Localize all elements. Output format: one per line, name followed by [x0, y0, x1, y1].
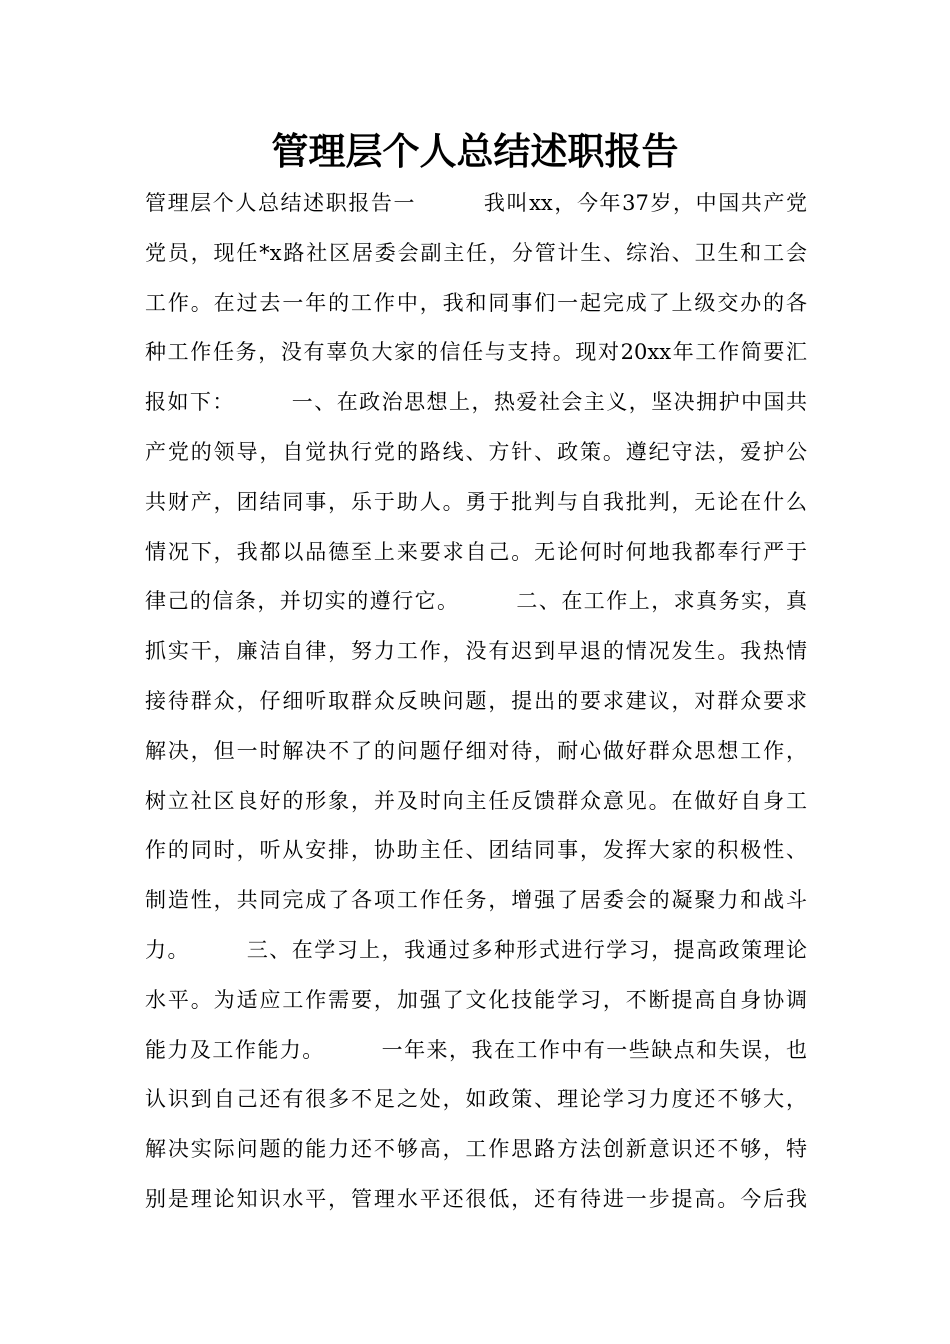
body-line: 制造性，共同完成了各项工作任务，增强了居委会的凝聚力和战斗: [145, 888, 807, 913]
body-line: 力。 三、在学习上，我通过多种形式进行学习，提高政策理论: [145, 937, 807, 962]
body-line: 作的同时，听从安排，协助主任、团结同事，发挥大家的积极性、: [145, 838, 807, 863]
body-line: 报如下： 一、在政治思想上，热爱社会主义，坚决拥护中国共: [145, 390, 807, 415]
body-line: 律己的信条，并切实的遵行它。 二、在工作上，求真务实，真: [145, 589, 807, 614]
body-line: 能力及工作能力。 一年来，我在工作中有一些缺点和失误，也: [145, 1037, 807, 1062]
body-line: 产党的领导，自觉执行党的路线、方针、政策。遵纪守法，爱护公: [145, 439, 807, 464]
document-title: 管理层个人总结述职报告: [271, 130, 679, 173]
body-line: 解决实际问题的能力还不够高，工作思路方法创新意识还不够，特: [145, 1137, 807, 1162]
body-line: 工作。在过去一年的工作中，我和同事们一起完成了上级交办的各: [145, 290, 807, 315]
body-line: 水平。为适应工作需要，加强了文化技能学习，不断提高自身协调: [145, 987, 807, 1012]
body-line: 别是理论知识水平，管理水平还很低，还有待进一步提高。今后我: [145, 1186, 807, 1211]
body-line: 树立社区良好的形象，并及时向主任反馈群众意见。在做好自身工: [145, 788, 807, 813]
body-line: 解决，但一时解决不了的问题仔细对待，耐心做好群众思想工作，: [145, 738, 807, 763]
body-line: 管理层个人总结述职报告一 我叫xx，今年37岁，中国共产党: [145, 191, 807, 215]
body-line: 抓实干，廉洁自律，努力工作，没有迟到早退的情况发生。我热情: [145, 639, 807, 664]
body-line: 党员，现任*x路社区居委会副主任，分管计生、综治、卫生和工会: [145, 240, 807, 265]
document-body: [145, 179, 807, 1225]
body-line: 种工作任务，没有辜负大家的信任与支持。现对20xx年工作简要汇: [145, 340, 807, 365]
body-line: 接待群众，仔细听取群众反映问题，提出的要求建议，对群众要求: [145, 688, 807, 713]
body-line: 共财产，团结同事，乐于助人。勇于批判与自我批判，无论在什么: [145, 489, 807, 514]
body-line: 认识到自己还有很多不足之处，如政策、理论学习力度还不够大，: [145, 1087, 807, 1112]
body-line: 情况下，我都以品德至上来要求自己。无论何时何地我都奉行严于: [145, 539, 807, 564]
